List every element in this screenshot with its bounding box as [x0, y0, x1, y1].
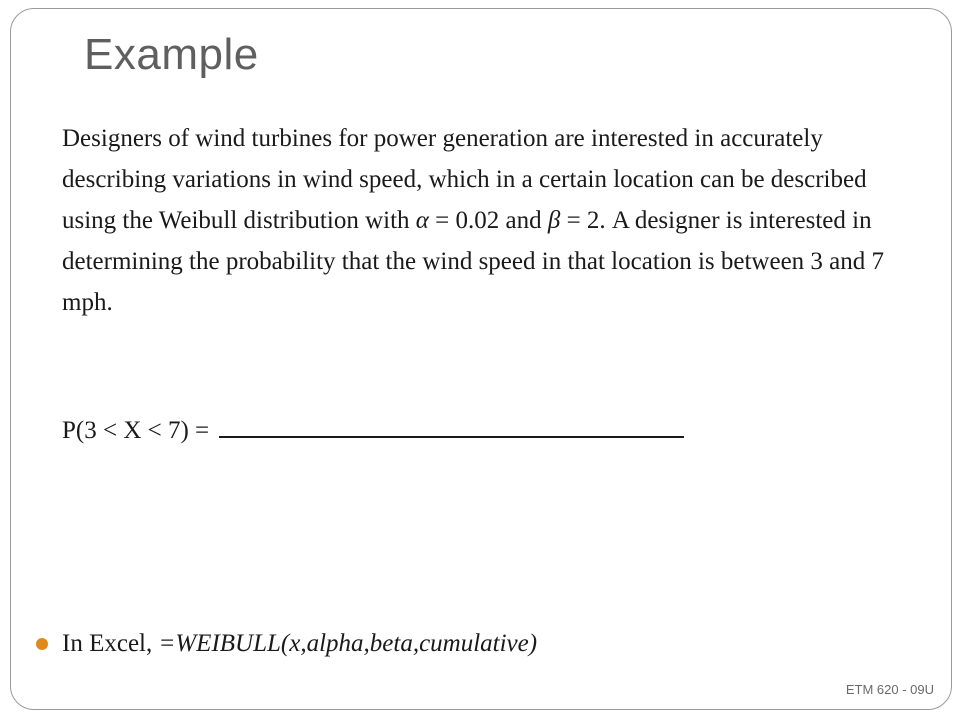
bullet-dot-icon — [36, 638, 48, 650]
alpha-symbol: α — [415, 207, 429, 234]
probability-equation — [62, 410, 684, 445]
problem-paragraph — [62, 118, 892, 323]
slide-title: Example — [84, 30, 259, 79]
equation-lhs: P(3 < X < 7) = — [62, 417, 216, 444]
excel-bullet — [36, 630, 537, 658]
slide-frame — [10, 8, 952, 710]
slide-footer: ETM 620 - 09U — [845, 682, 934, 697]
bullet-prefix: In Excel, — [62, 630, 153, 657]
excel-formula: =WEIBULL(x,alpha,beta,cumulative) — [158, 630, 538, 657]
paragraph-part-1: Designers of wind turbines for power generation are interested in accurately describing variations in wind speed, which in a certain location can be described using the Weibull distribution with — [62, 125, 867, 234]
beta-symbol: β — [547, 207, 561, 234]
paragraph-part-2: = 0.02 and — [428, 207, 548, 234]
answer-blank — [219, 410, 684, 438]
paragraph-part-3: = 2. A designer is interested in determining the probability that the wind speed in that location is between 3 and 7 mph. — [62, 207, 885, 316]
